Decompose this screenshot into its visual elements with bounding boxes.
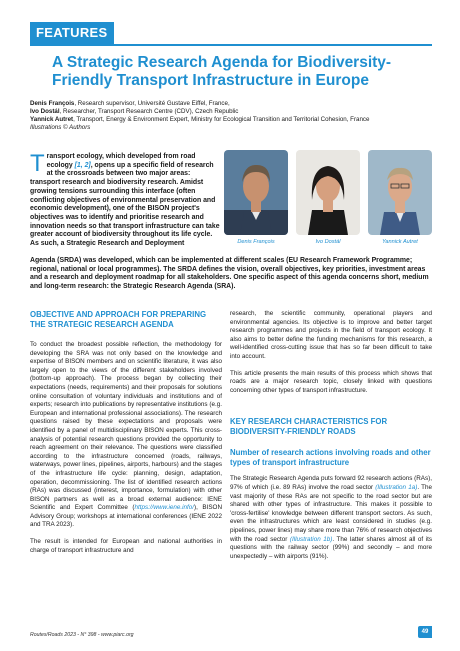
illustration-reference[interactable]: (Illustration 1b)	[289, 535, 333, 543]
section-heading: KEY RESEARCH CHARACTERISTICS FOR BIODIVERSITY-FRIENDLY ROADS	[230, 417, 388, 436]
body-paragraph: The Strategic Research Agenda puts forward 92 research actions (RAs), 97% of which (i.e. 89 RAs) involve the road sector (Illustration 1a). The vast majority of these RAs are not specific to the road sector but are shared with other types of infrastructure. This makes it possible to 'cross-fertilise' knowledge between different transport sectors. As such, even the infrastructures which are least considered in studies (e.g. pipelines, power lines) may share more than 76% of research objectives with the road sector (Illustration 1b). The latter shares almost all of its questions with the railway sector (99%) and secondly – and more unexpectedly – with airports (91%).	[230, 475, 433, 560]
body-paragraph: research, the scientific community, operational players and environmental agencies. Its objective is to improve and better target research programmes and projects in the field of transport ecology. It also aims to better define the funding mechanisms for this research, a well-identified cross-cutting issue that has so far been difficult to take into account.	[230, 310, 432, 360]
author-photo	[368, 150, 432, 235]
photo-caption: Denis François	[237, 239, 275, 245]
subsection-heading: Number of research actions involving roads and other types of transport infrastructure	[230, 448, 431, 467]
section-heading: OBJECTIVE AND APPROACH FOR PREPARING THE STRATEGIC RESEARCH AGENDA	[30, 310, 207, 329]
page-number: 49	[418, 626, 432, 638]
illustration-reference[interactable]: (Illustration 1a)	[375, 483, 418, 491]
lead-paragraph: Transport ecology, which developed from road ecology [1, 2], opens up a specific field of research at the crossroads between two major areas: transport research and biodiversity research. Amidst growing tensions surrounding this interface (often conflicting objectives of environmental preservation and economic development), one of the BISON project's objectives was to identify and prioritise research and innovation needs so that transport infrastructure can take greater account of biodiversity throughout its life cycle. As such, a Strategic Research and Deployment	[30, 150, 220, 248]
section-rule	[30, 44, 432, 46]
photo-caption: Yannick Autret	[382, 239, 418, 245]
photo-caption: Ivo Dostál	[315, 239, 341, 245]
drop-cap: T	[30, 150, 45, 177]
author-photo	[224, 150, 288, 235]
illustrations-credit: Illustrations © Authors	[30, 124, 91, 131]
body-paragraph: The result is intended for European and national authorities in charge of transport infrastructure and	[30, 538, 222, 554]
body-paragraph: To conduct the broadest possible reflection, the methodology for developing the SRA was not only based on the knowledge and expertise of BISON members and on scientific literature, it was also largely open to the views of the different stakeholders involved (bottom-up approach). The process began by collecting their expectations (needs, requirements) and their proposals for solutions online consultation of voluntary individuals and institutions and of experts; research into publications by representative institutions (e.g. European and international professional associations). The research questions raised by these expectations and proposals were identified by a panel of multidisciplinary BISON experts. This cross-analysis of potential research questions provided the opportunity to reach agreement on their relevance. The questions were classified according to the infrastructure concerned (roads, railways, waterways, power lines, pipelines, airports, harbours) and the stages of the infrastructure life cycle: planning, design, adaptation, operation, decommissioning. The list of identified research actions (RAs) was discussed (interest, importance, formulation) with other BISON partners as well as a broad external audience: IENE Scientific and Expert Committee (https://www.iene.info/), BISON Advisory Group; workshops at international conferences (IENE 2022 and TRA 2023).	[30, 341, 222, 529]
author-line: Yannick Autret, Transport, Energy & Environment Expert, Ministry for Ecological Transition and Territorial Cohesion, France	[30, 116, 370, 123]
page-footer: Routes/Roads 2023 - N° 398 - www.piarc.org	[30, 632, 134, 638]
author-line: Ivo Dostál, Researcher, Transport Research Centre (CDV), Czech Republic	[30, 108, 239, 115]
left-column	[30, 310, 222, 555]
author-list	[30, 100, 440, 132]
reference-link[interactable]: [1, 2]	[74, 161, 91, 169]
section-tag: FEATURES	[30, 22, 114, 44]
article-title: A Strategic Research Agenda for Biodiversity-Friendly Transport Infrastructure in Europe	[52, 54, 392, 89]
external-link[interactable]: https://www.iene.info/	[134, 504, 195, 512]
body-paragraph: This article presents the main results of this process which shows that roads are a major research topic, closely linked with questions concerning other types of transport infrastructure.	[230, 369, 432, 394]
right-column	[230, 310, 432, 561]
author-line: Denis François, Research supervisor, Université Gustave Eiffel, France,	[30, 100, 230, 107]
lead-paragraph-continued: Agenda (SRDA) was developed, which can be implemented at different scales (EU Research Framework Programme; regional, national or local programmes). The SRDA defines the vision, overall objectives, key priorities, investment areas and a research and deployment roadmap for all stakeholders. One specific aspect of this agenda concerns short, medium and long-term research: the Strategic Research Agenda (SRA).	[30, 257, 429, 291]
author-photo	[296, 150, 360, 235]
